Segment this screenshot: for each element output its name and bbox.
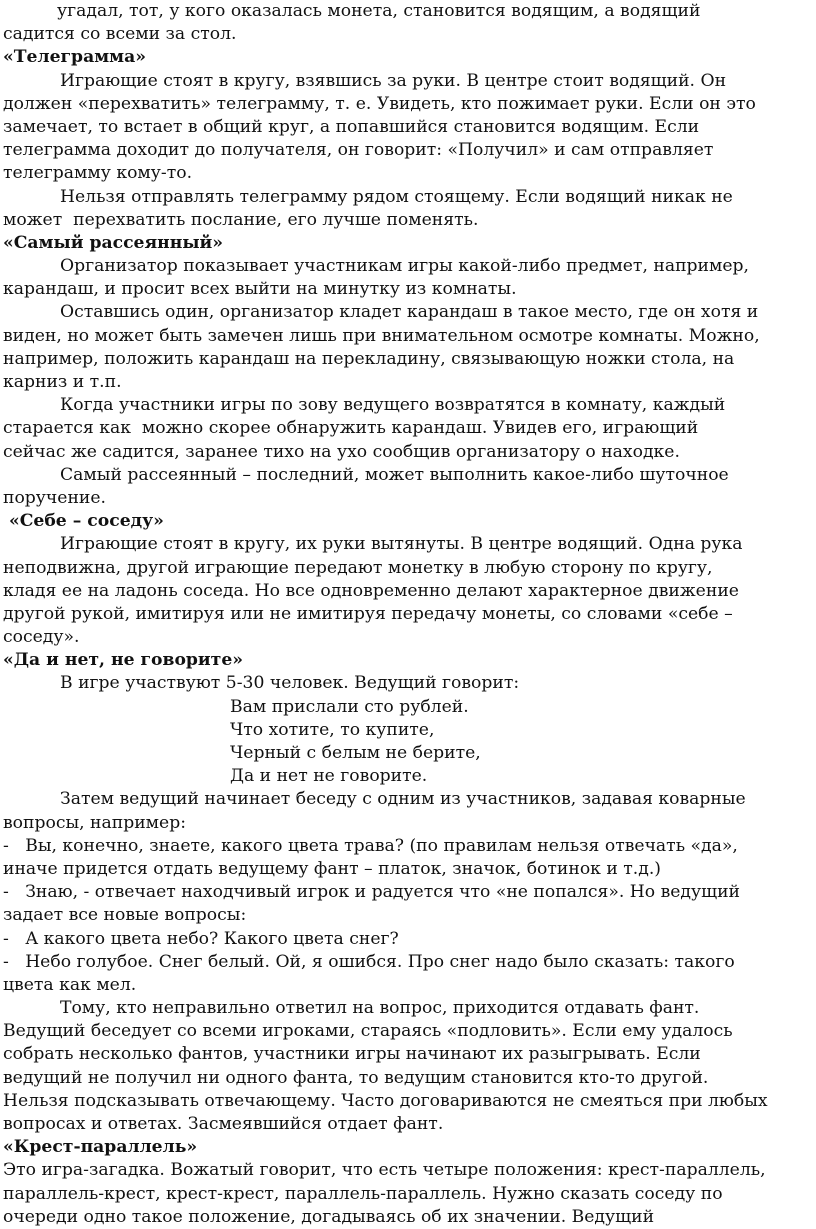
text-line: угадал, тот, у кого оказалась монета, становится водящим, а водящий [57,1,701,21]
text-line: - Небо голубое. Снег белый. Ой, я ошибся. Про снег надо было сказать: такого [3,951,735,972]
poem-line: Черный с белым не берите, [230,743,481,763]
text-line: ведущий не получил ни одного фанта, то ведущим становится кто-то другой. [3,1067,709,1088]
text-line: поручение. [3,487,106,508]
text-line: может перехватить послание, его лучше поменять. [3,209,479,230]
paragraph-first-line: Самый рассеянный – последний, может выполнить какое-либо шуточное [60,464,729,485]
text-line: Ведущий беседует со всеми игроками, стараясь «подловить». Если ему удалось [3,1021,733,1042]
paragraph-first-line: Тому, кто неправильно ответил на вопрос, приходится отдавать фант. [60,998,700,1019]
text-line: телеграмма доходит до получателя, он говорит: «Получил» и сам отправляет [3,140,714,161]
paragraph-first-line: Затем ведущий начинает беседу с одним из участников, задавая коварные [60,789,746,810]
text-line: очереди одно такое положение, догадываясь об их значении. Ведущий [3,1206,655,1227]
text-line: кладя ее на ладонь соседа. Но все одновременно делают характерное движение [3,580,739,601]
section-heading: «Самый рассеянный» [3,232,224,253]
text-line: параллель-крест, крест-крест, параллель-параллель. Нужно сказать соседу по [3,1183,723,1204]
text-line: соседу». [3,627,80,648]
paragraph-first-line: Оставшись один, организатор кладет карандаш в такое место, где он хотя и [60,302,759,323]
paragraph-first-line: Нельзя отправлять телеграмму рядом стоящему. Если водящий никак не [60,186,733,207]
poem-line: Вам прислали сто рублей. [230,696,469,717]
poem-line: Что хотите, то купите, [230,719,435,740]
text-line: Нельзя подсказывать отвечающему. Часто договариваются не смеяться при любых [3,1090,768,1111]
text-line: цвета как мел. [3,974,137,995]
text-line: - Знаю, - отвечает находчивый игрок и радуется что «не попался». Но ведущий [3,882,740,903]
paragraph-first-line: Играющие стоят в кругу, взявшись за руки. В центре стоит водящий. Он [60,70,727,91]
paragraph-first-line: В игре участвуют 5-30 человек. Ведущий говорит: [60,673,520,694]
text-line: собрать несколько фантов, участники игры начинают их разыгрывать. Если [3,1044,701,1065]
text-line: иначе придется отдать ведущему фант – платок, значок, ботинок и т.д.) [3,858,662,879]
text-line: задает все новые вопросы: [3,905,247,926]
text-line: карандаш, и просит всех выйти на минутку из комнаты. [3,279,517,300]
paragraph-first-line: Играющие стоят в кругу, их руки вытянуты. В центре водящий. Одна рука [60,534,743,555]
section-heading: «Телеграмма» [3,47,146,68]
text-line: вопросах и ответах. Засмеявшийся отдает фант. [3,1114,444,1134]
text-line: вопросы, например: [3,812,187,833]
text-line: телеграмму кому-то. [3,163,193,184]
text-line: старается как можно скорее обнаружить карандаш. Увидев его, играющий [3,418,699,439]
section-heading: «Крест-параллель» [3,1137,198,1158]
text-line: виден, но может быть замечен лишь при внимательном осмотре комнаты. Можно, [3,325,760,346]
text-line: например, положить карандаш на перекладину, связывающую ножки стола, на [3,348,735,369]
poem-line: Да и нет не говорите. [230,766,428,787]
text-line: должен «перехватить» телеграмму, т. е. Увидеть, кто пожимает руки. Если он это [3,93,756,114]
paragraph-first-line: Организатор показывает участникам игры какой-либо предмет, например, [60,256,749,277]
text-line: карниз и т.п. [3,372,122,392]
text-line: сейчас же садится, заранее тихо на ухо сообщив организатору о находке. [3,441,680,462]
section-heading: «Себе – соседу» [3,511,164,532]
text-line: Это игра-загадка. Вожатый говорит, что есть четыре положения: крест-параллель, [3,1160,766,1181]
text-line: садится со всеми за стол. [3,24,237,45]
text-line: - А какого цвета небо? Какого цвета снег? [3,928,399,949]
text-line: - Вы, конечно, знаете, какого цвета трава? (по правилам нельзя отвечать «да», [3,835,738,856]
paragraph-first-line: Когда участники игры по зову ведущего возвратятся в комнату, каждый [60,395,726,416]
text-line: другой рукой, имитируя или не имитируя передачу монеты, со словами «себе – [3,603,733,624]
text-line: неподвижна, другой играющие передают монетку в любую сторону по кругу, [3,557,713,578]
section-heading: «Да и нет, не говорите» [3,650,244,671]
text-line: замечает, то встает в общий круг, а попавшийся становится водящим. Если [3,116,700,137]
